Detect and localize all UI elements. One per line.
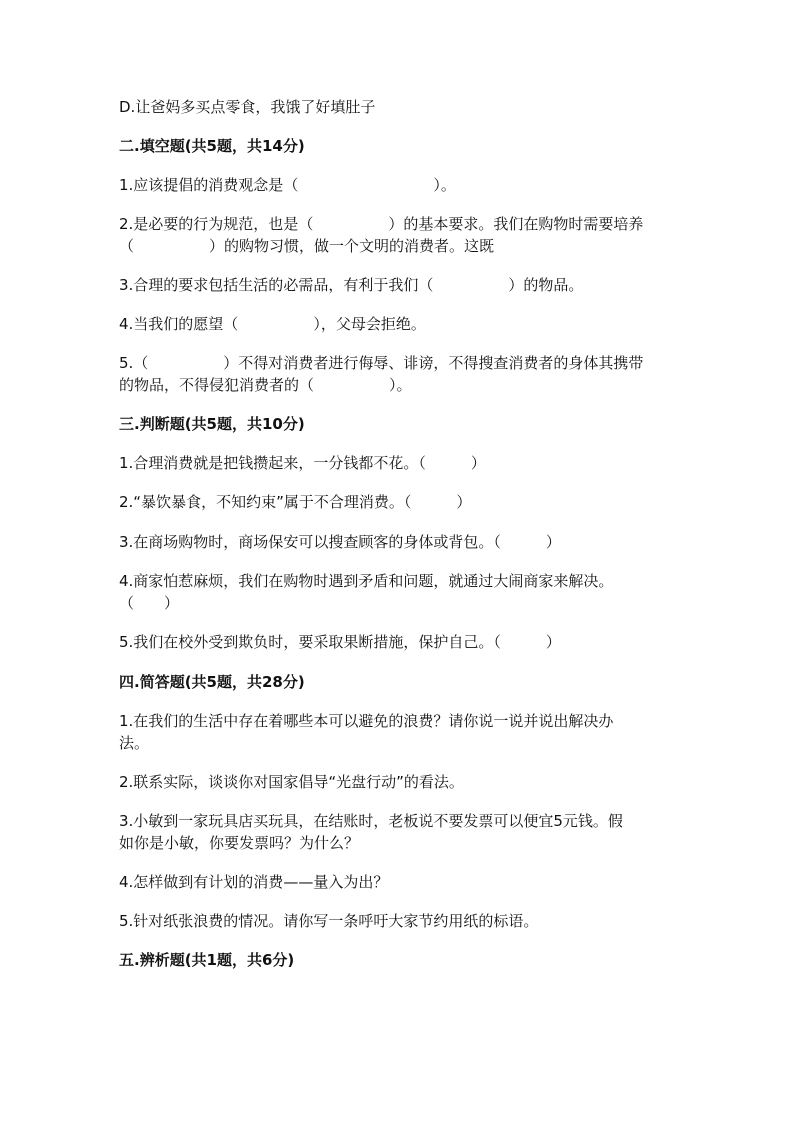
fill-question-3: 3.合理的要求包括生活的必需品，有利于我们（ ）的物品。 bbox=[119, 276, 584, 294]
judge-question-5: 5.我们在校外受到欺负时，要采取果断措施，保护自己。（ ） bbox=[119, 633, 561, 651]
fill-question-1: 1.应该提倡的消费观念是（ ）。 bbox=[119, 176, 456, 194]
option-d: D.让爸妈多买点零食，我饿了好填肚子 bbox=[119, 98, 376, 116]
section-2-heading: 二.填空题(共5题，共14分) bbox=[119, 137, 305, 155]
section-5-heading: 五.辨析题(共1题，共6分) bbox=[119, 951, 295, 969]
fill-question-2-line-2: （ ）的购物习惯，做一个文明的消费者。这既 bbox=[119, 237, 495, 255]
judge-question-3: 3.在商场购物时，商场保安可以搜查顾客的身体或背包。（ ） bbox=[119, 533, 561, 551]
section-3-heading: 三.判断题(共5题，共10分) bbox=[119, 415, 305, 433]
fill-question-4: 4.当我们的愿望（ ），父母会拒绝。 bbox=[119, 315, 426, 333]
short-question-1-line-1: 1.在我们的生活中存在着哪些本可以避免的浪费？请你说一说并说出解决办 bbox=[119, 712, 614, 730]
short-question-5: 5.针对纸张浪费的情况。请你写一条呼吁大家节约用纸的标语。 bbox=[119, 912, 539, 930]
short-question-1-line-2: 法。 bbox=[119, 734, 150, 752]
fill-question-2-line-1: 2.是必要的行为规范，也是（ ）的基本要求。我们在购物时需要培养 bbox=[119, 215, 644, 233]
short-question-2: 2.联系实际，谈谈你对国家倡导“光盘行动”的看法。 bbox=[119, 773, 464, 791]
judge-question-2: 2.“暴饮暴食，不知约束”属于不合理消费。（ ） bbox=[119, 493, 472, 511]
judge-question-4-line-1: 4.商家怕惹麻烦，我们在购物时遇到矛盾和问题，就通过大闹商家来解决。 bbox=[119, 572, 614, 590]
fill-question-5-line-2: 的物品，不得侵犯消费者的（ ）。 bbox=[119, 376, 412, 394]
fill-question-5-line-1: 5.（ ）不得对消费者进行侮辱、诽谤，不得搜查消费者的身体其携带 bbox=[119, 354, 644, 372]
judge-question-1: 1.合理消费就是把钱攒起来，一分钱都不花。（ ） bbox=[119, 454, 486, 472]
section-4-heading: 四.简答题(共5题，共28分) bbox=[119, 673, 305, 691]
judge-question-4-line-2: （ ） bbox=[119, 594, 180, 612]
short-question-3-line-2: 如你是小敏，你要发票吗？为什么？ bbox=[119, 834, 360, 852]
short-question-3-line-1: 3.小敏到一家玩具店买玩具，在结账时，老板说不要发票可以便宜5元钱。假 bbox=[119, 812, 623, 830]
short-question-4: 4.怎样做到有计划的消费——量入为出？ bbox=[119, 873, 389, 891]
